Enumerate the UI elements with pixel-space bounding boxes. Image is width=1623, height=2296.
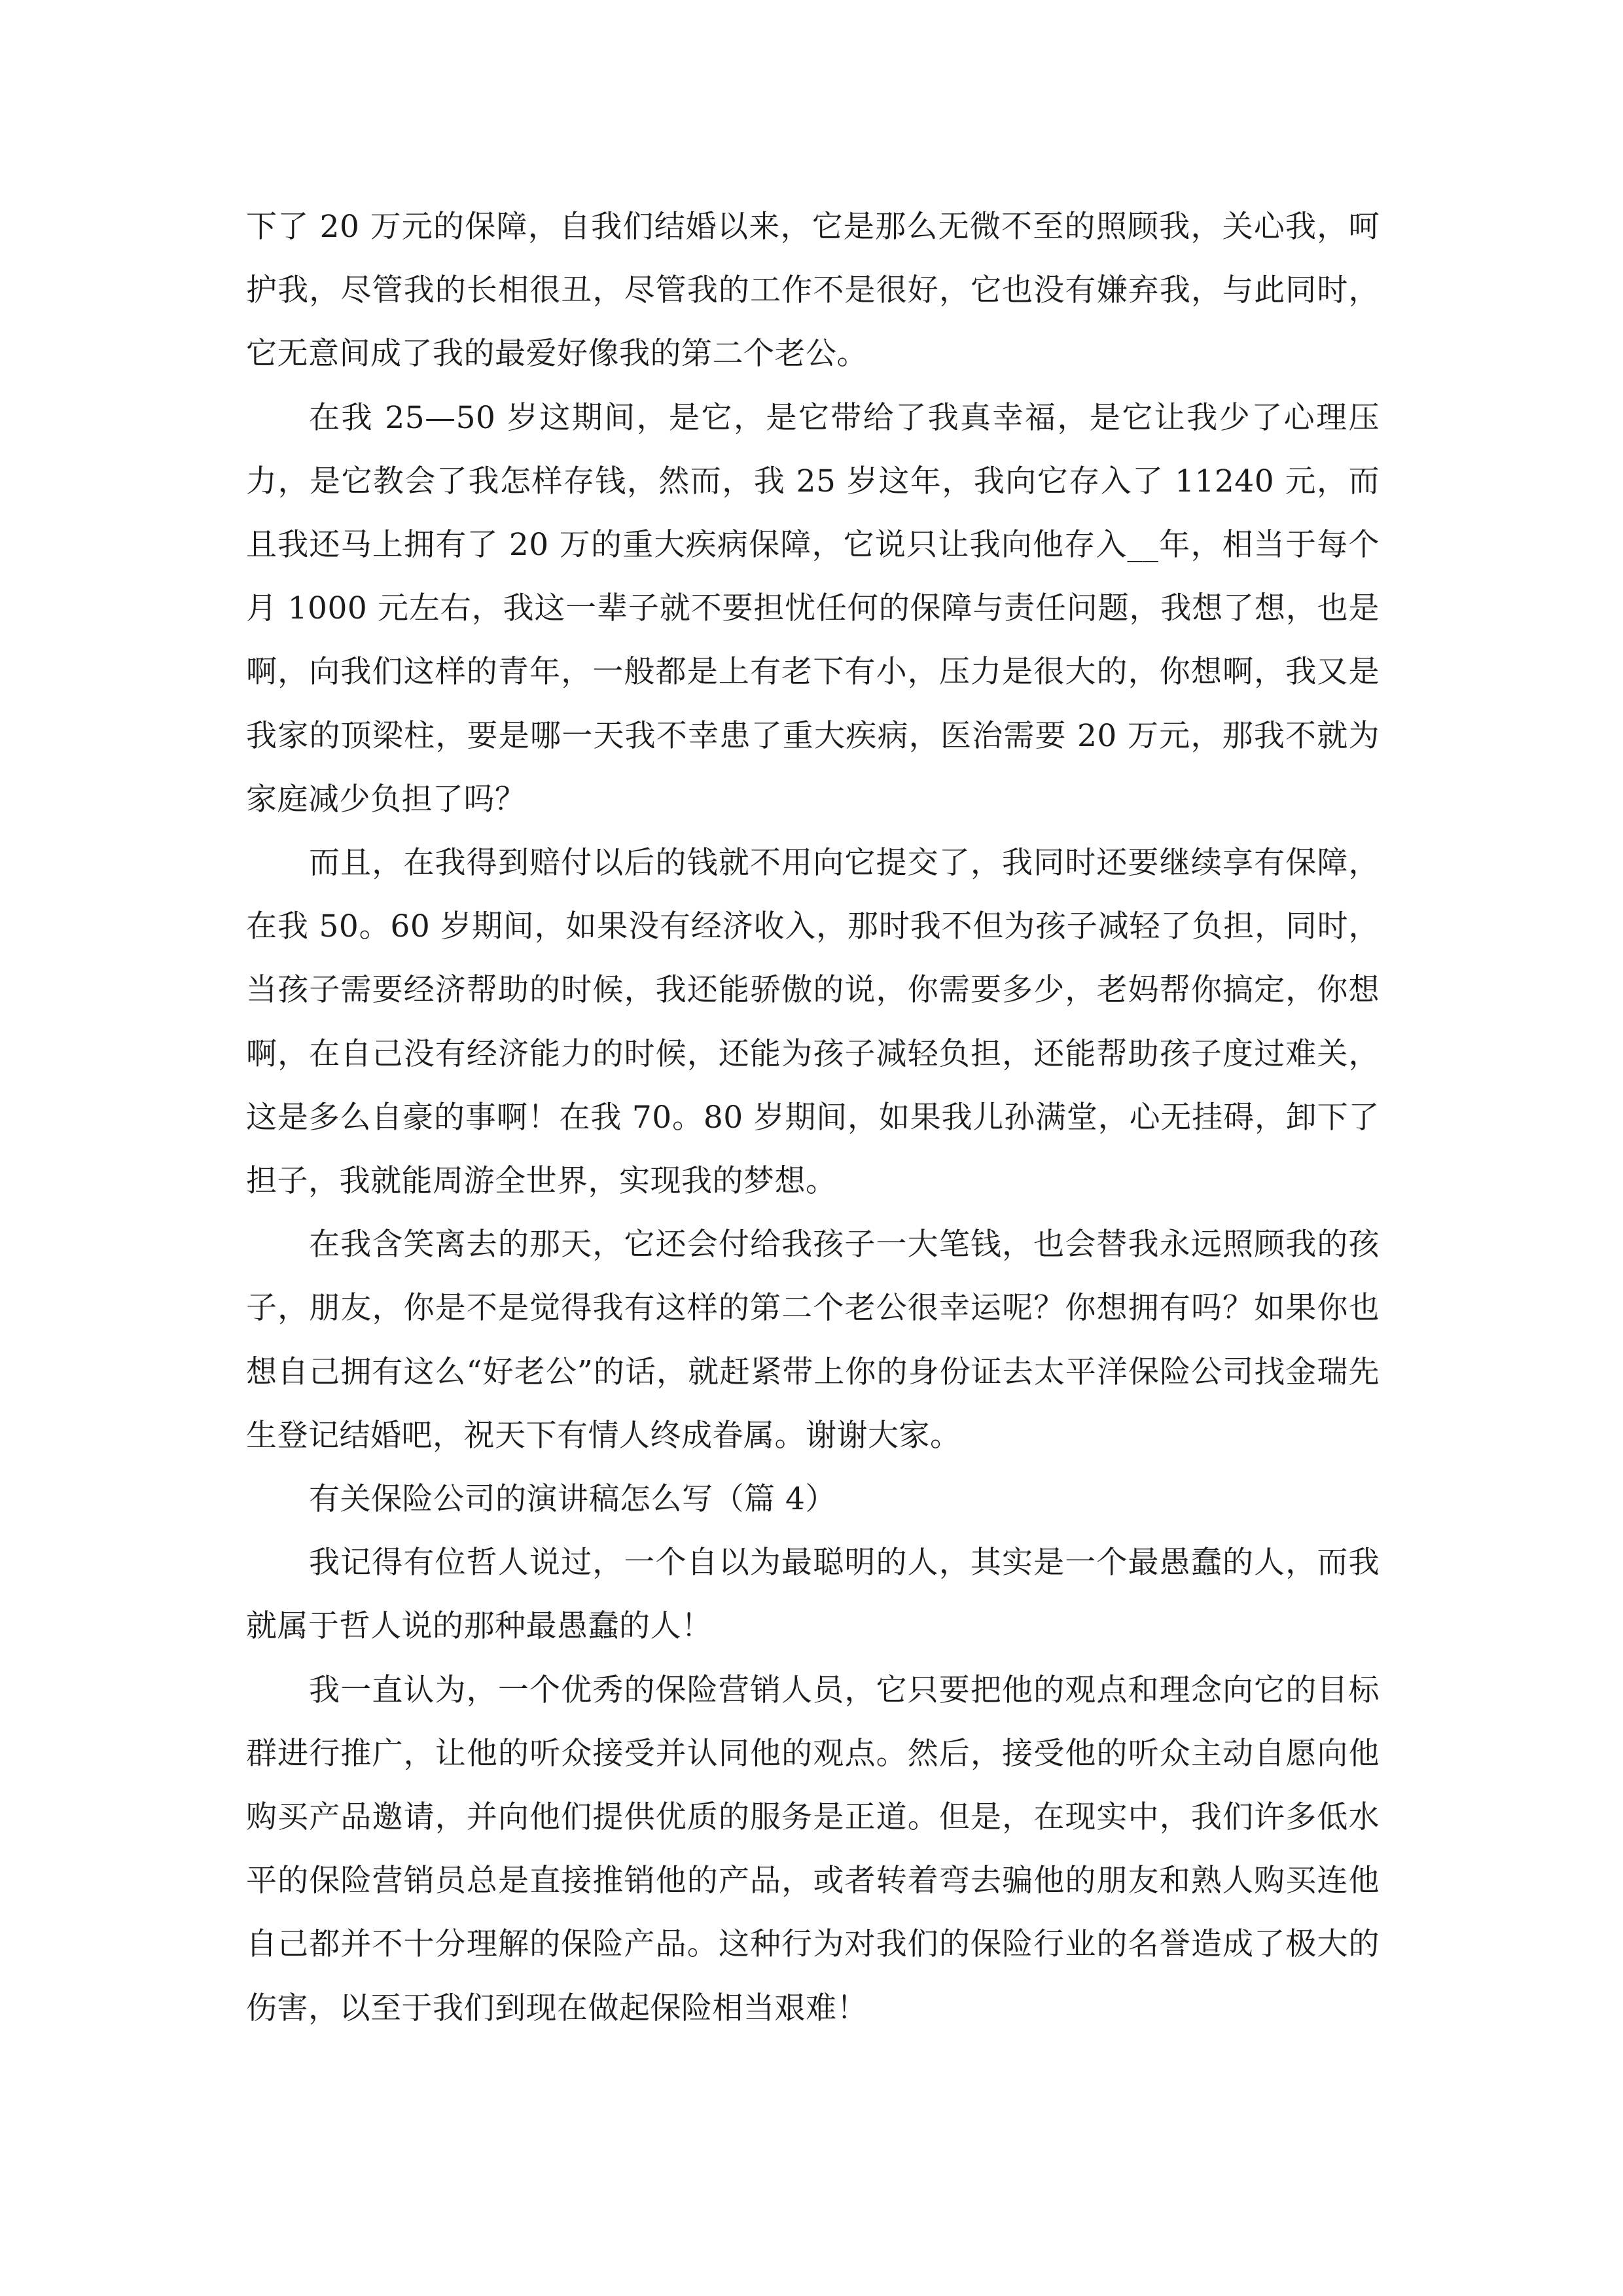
paragraph: 而且，在我得到赔付以后的钱就不用向它提交了，我同时还要继续享有保障，在我 50。60 岁期间，如果没有经济收入，那时我不但为孩子减轻了负担，同时，当孩子需要经济帮助的时候，我还能骄傲的说，你需要多少，老妈帮你搞定，你想啊，在自己没有经济能力的时候，还能为孩子减轻负担，还能帮助孩子度过难关，这是多么自豪的事啊！在我 70。80 岁期间，如果我儿孙满堂，心无挂碍，卸下了担子，我就能周游全世界，实现我的梦想。 — [246, 845, 1380, 1200]
paragraph-continuation: 下了 20 万元的保障，自我们结婚以来，它是那么无微不至的照顾我，关心我，呵护我，尽管我的长相很丑，尽管我的工作不是很好，它也没有嫌弃我，与此同时，它无意间成了我的最爱好像我的第二个老公。 — [246, 209, 1380, 372]
paragraph: 我记得有位哲人说过，一个自以为最聪明的人，其实是一个最愚蠢的人，而我就属于哲人说的那种最愚蠢的人！ — [246, 1545, 1380, 1645]
document-body — [246, 195, 1380, 2040]
paragraph: 在我含笑离去的那天，它还会付给我孩子一大笔钱，也会替我永远照顾我的孩子，朋友，你是不是觉得我有这样的第二个老公很幸运呢？你想拥有吗？如果你也想自己拥有这么“好老公”的话，就赶紧带上你的身份证去太平洋保险公司找金瑞先生登记结婚吧，祝天下有情人终成眷属。谢谢大家。 — [246, 1227, 1380, 1454]
paragraph: 我一直认为，一个优秀的保险营销人员，它只要把他的观点和理念向它的目标群进行推广，让他的听众接受并认同他的观点。然后，接受他的听众主动自愿向他购买产品邀请，并向他们提供优质的服务是正道。但是，在现实中，我们许多低水平的保险营销员总是直接推销他的产品，或者转着弯去骗他的朋友和熟人购买连他自己都并不十分理解的保险产品。这种行为对我们的保险行业的名誉造成了极大的伤害，以至于我们到现在做起保险相当艰难！ — [246, 1672, 1380, 2026]
paragraph: 在我 25—50 岁这期间，是它，是它带给了我真幸福，是它让我少了心理压力，是它教会了我怎样存钱，然而，我 25 岁这年，我向它存入了 11240 元，而且我还马上拥有了 20 万的重大疾病保障，它说只让我向他存入__年，相当于每个月 1000 元左右，我这一辈子就不要担忧任何的保障与责任问题，我想了想，也是啊，向我们这样的青年，一般都是上有老下有小，压力是很大的，你想啊，我又是我家的顶梁柱，要是哪一天我不幸患了重大疾病，医治需要 20 万元，那我不就为家庭减少负担了吗？ — [246, 399, 1380, 817]
section-heading: 有关保险公司的演讲稿怎么写（篇 4） — [309, 1481, 836, 1518]
